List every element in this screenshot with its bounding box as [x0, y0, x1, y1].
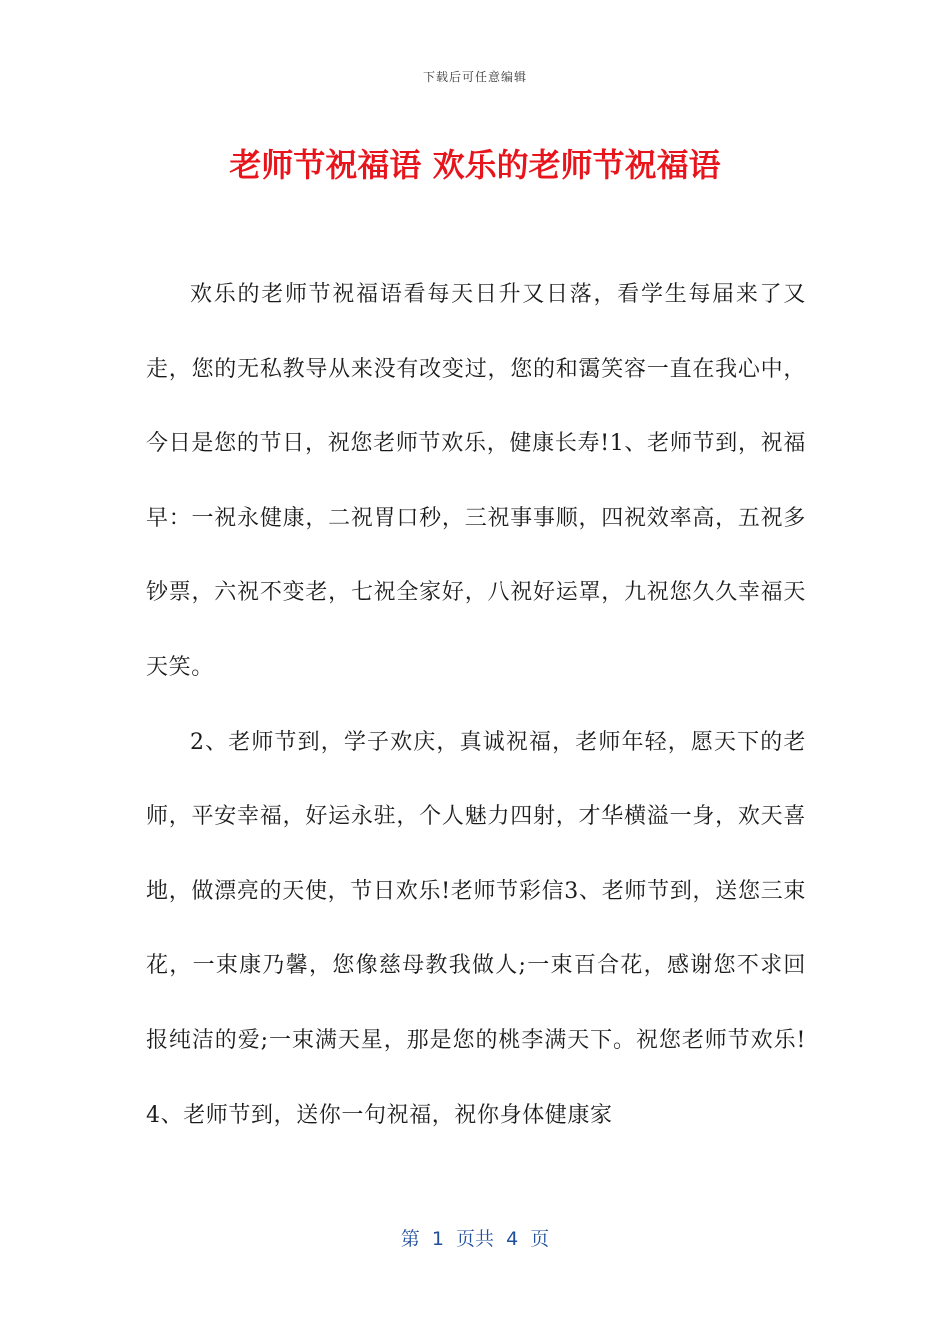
body-paragraph: 欢乐的老师节祝福语看每天日升又日落，看学生每届来了又走，您的无私教导从来没有改变过，您的和霭笑容一直在我心中，今日是您的节日，祝您老师节欢乐，健康长寿!1、老师节到，祝福早：一祝永健康，二祝胃口秒，三祝事事顺，四祝效率高，五祝多钞票，六祝不变老，七祝全家好，八祝好运罩，九祝您久久幸福天天笑。 — [146, 282, 806, 680]
document-body — [146, 258, 806, 1153]
document-title: 老师节祝福语 欢乐的老师节祝福语 — [229, 146, 721, 184]
page-number-footer: 第 1 页共 4 页 — [400, 1228, 550, 1250]
header-note: 下载后可任意编辑 — [422, 70, 527, 84]
body-paragraph: 2、老师节到，学子欢庆，真诚祝福，老师年轻，愿天下的老师，平安幸福，好运永驻，个人魅力四射，才华横溢一身，欢天喜地，做漂亮的天使，节日欢乐!老师节彩信3、老师节到，送您三束花，一束康乃馨，您像慈母教我做人;一束百合花，感谢您不求回报纯洁的爱;一束满天星，那是您的桃李满天下。祝您老师节欢乐!4、老师节到，送你一句祝福，祝你身体健康家 — [146, 729, 806, 1128]
